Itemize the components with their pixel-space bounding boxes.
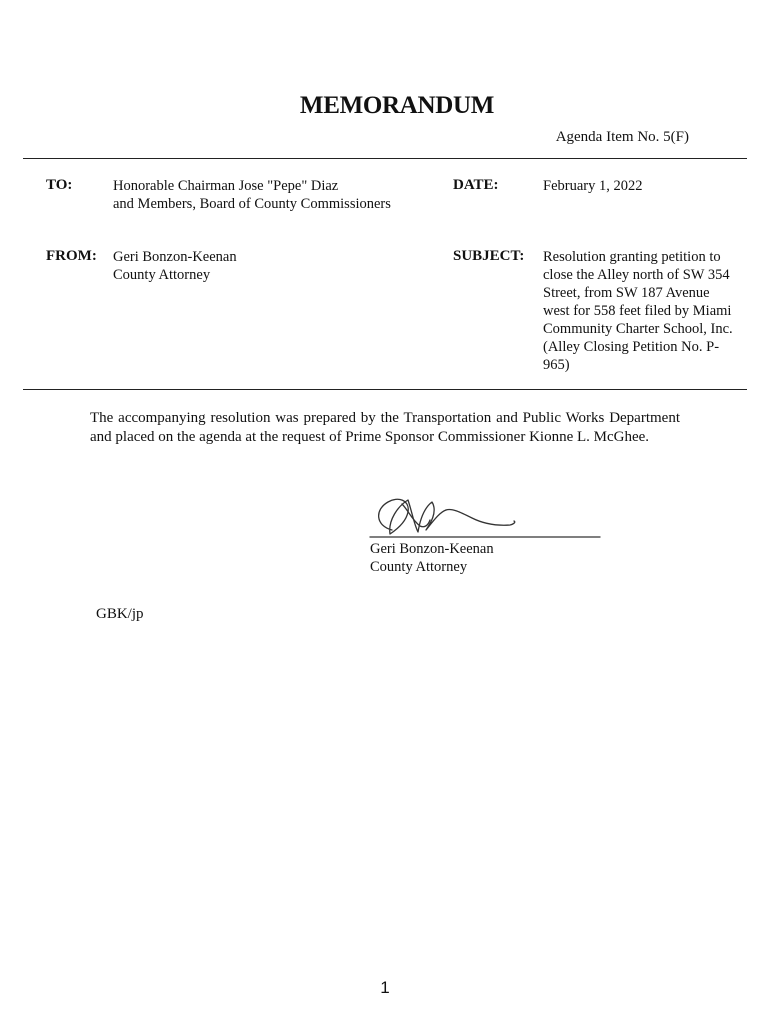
subject-label: SUBJECT: xyxy=(453,248,525,264)
subject-line: close the Alley north of SW 354 xyxy=(543,267,730,283)
signer-name: Geri Bonzon-Keenan xyxy=(370,541,494,557)
handwritten-signature xyxy=(368,490,603,542)
to-line: and Members, Board of County Commissioners xyxy=(113,196,391,212)
subject-text xyxy=(543,248,733,374)
date-label: DATE: xyxy=(453,177,499,193)
date-value: February 1, 2022 xyxy=(543,178,643,194)
from-line: County Attorney xyxy=(113,267,211,283)
memo-title: MEMORANDUM xyxy=(299,92,495,119)
typist-initials: GBK/jp xyxy=(96,606,144,622)
memo-body-paragraph: The accompanying resolution was prepared by the Transportation and Public Works Department and placed on the agenda at the request of Prime Sponsor Commissioner Kionne L. McGhee. xyxy=(90,410,680,445)
to-line: Honorable Chairman Jose "Pepe" Diaz xyxy=(113,178,339,194)
from-sender xyxy=(113,248,237,284)
header-bottom-rule xyxy=(23,389,747,390)
subject-line: Street, from SW 187 Avenue xyxy=(543,285,710,301)
subject-line: west for 558 feet filed by Miami xyxy=(543,303,732,319)
page-number: 1 xyxy=(380,978,390,997)
signature-block xyxy=(370,540,494,576)
subject-line: Resolution granting petition to xyxy=(543,249,721,265)
to-recipients xyxy=(113,177,391,213)
subject-line: 965) xyxy=(543,357,570,373)
from-label: FROM: xyxy=(46,248,97,264)
to-label: TO: xyxy=(46,177,73,193)
header-top-rule xyxy=(23,158,747,159)
from-line: Geri Bonzon-Keenan xyxy=(113,249,237,265)
subject-line: Community Charter School, Inc. xyxy=(543,321,733,337)
agenda-item-number: Agenda Item No. 5(F) xyxy=(555,129,689,145)
signer-title: County Attorney xyxy=(370,559,468,575)
subject-line: (Alley Closing Petition No. P- xyxy=(543,339,720,355)
